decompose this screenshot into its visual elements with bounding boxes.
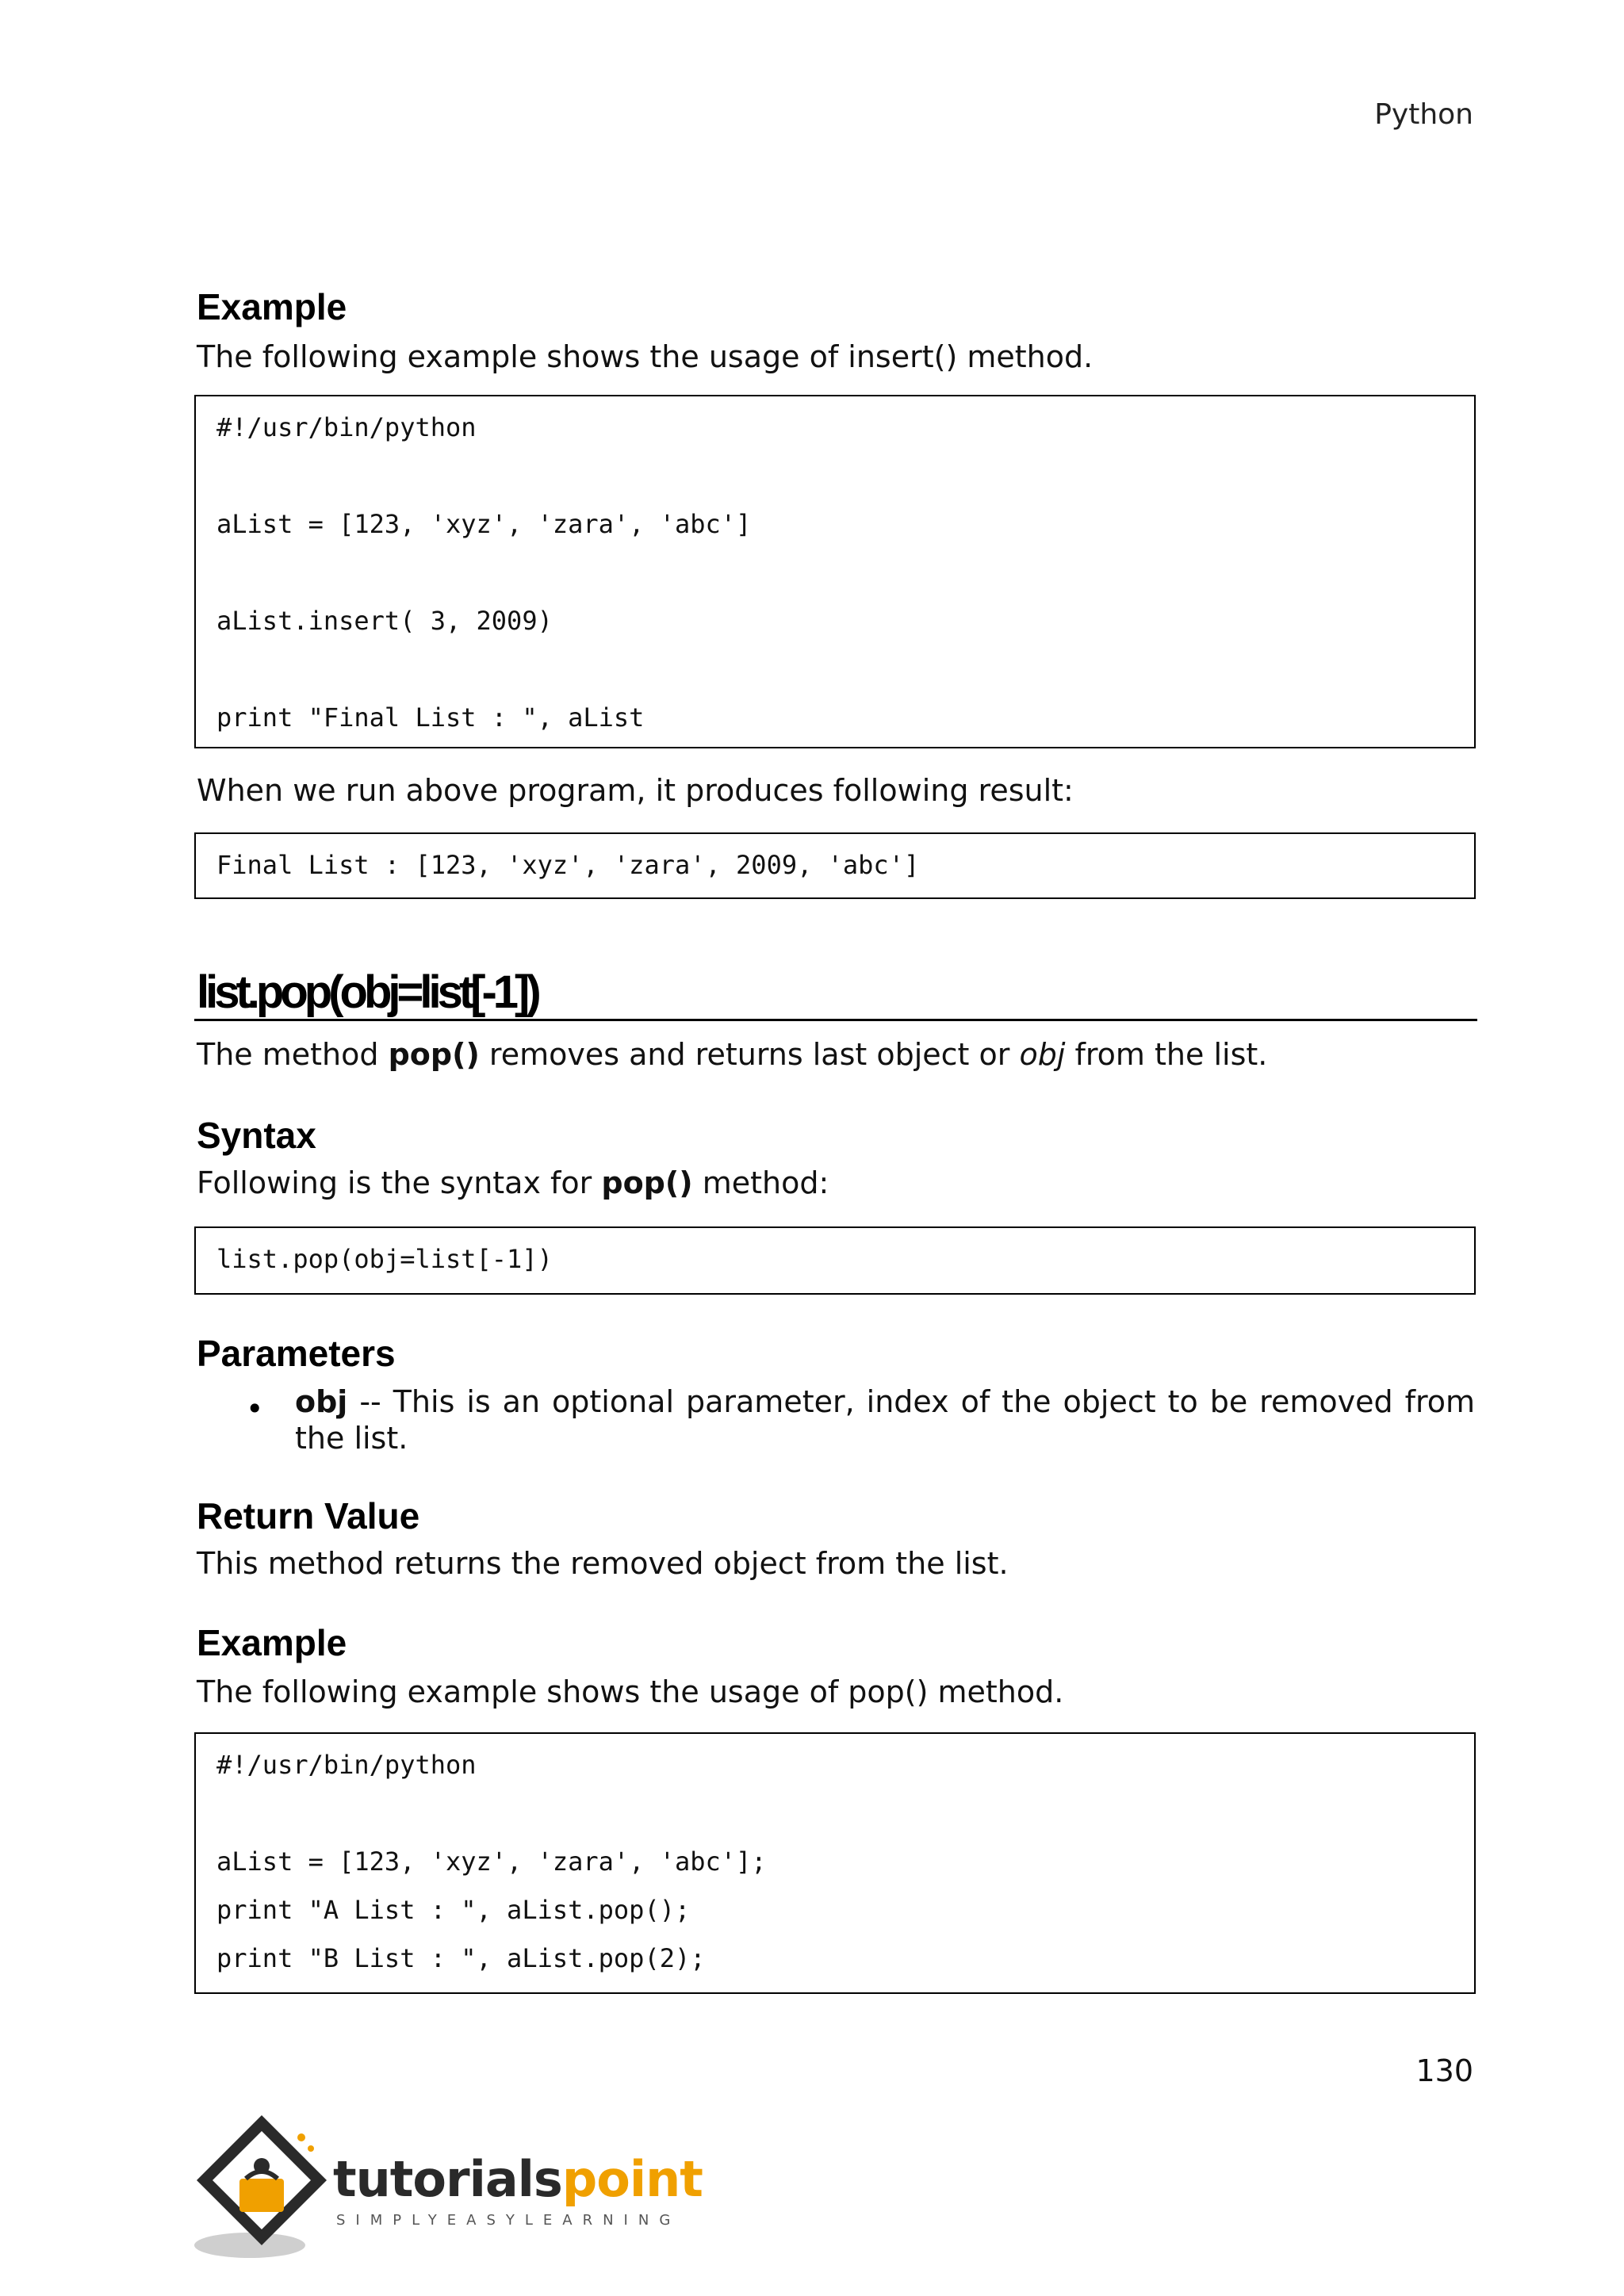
section-heading-parameters: Parameters: [197, 1333, 396, 1374]
code-block-syntax: [194, 1226, 1476, 1295]
code-line: #!/usr/bin/python: [216, 412, 477, 442]
example-intro: The following example shows the usage of insert() method.: [197, 339, 1094, 374]
code-block-insert: [194, 395, 1476, 748]
page-header-title: Python: [1374, 98, 1473, 131]
section-heading-return-value: Return Value: [197, 1495, 420, 1536]
page-number: 130: [1415, 2053, 1473, 2088]
return-value-text: This method returns the removed object from the list.: [197, 1546, 1009, 1581]
code-block-result: [194, 832, 1476, 899]
syntax-intro: Following is the syntax for pop() method:: [197, 1165, 829, 1200]
parameter-item: obj -- This is an optional parameter, index of the object to be removed from the list.: [295, 1384, 1475, 1456]
code-block-pop: [194, 1732, 1476, 1994]
code-line: print "A List : ", aList.pop();: [216, 1895, 691, 1925]
method-description: The method pop() removes and returns last object or obj from the list.: [197, 1037, 1268, 1072]
result-intro: When we run above program, it produces following result:: [197, 773, 1074, 808]
section-heading-syntax: Syntax: [197, 1115, 316, 1156]
example-intro-2: The following example shows the usage of pop() method.: [197, 1674, 1064, 1709]
code-line: Final List : [123, 'xyz', 'zara', 2009, 'abc']: [216, 850, 920, 880]
logo-diamond-icon: [190, 2109, 349, 2267]
code-line: print "Final List : ", aList: [216, 702, 645, 733]
code-line: aList = [123, 'xyz', 'zara', 'abc'];: [216, 1846, 767, 1877]
bullet-dot: •: [246, 1391, 264, 1426]
code-line: aList.insert( 3, 2009): [216, 606, 553, 636]
title-divider: [194, 1019, 1477, 1021]
method-title: list.pop(obj=list[-1]): [197, 966, 538, 1018]
code-line: list.pop(obj=list[-1]): [216, 1244, 553, 1274]
section-heading-example: Example: [197, 286, 347, 327]
code-line: #!/usr/bin/python: [216, 1750, 477, 1780]
tutorialspoint-logo: [190, 2109, 703, 2267]
code-line: aList = [123, 'xyz', 'zara', 'abc']: [216, 509, 752, 539]
logo-tagline: SIMPLYEASYLEARNING: [336, 2212, 681, 2229]
logo-wordmark: tutorialspoint: [333, 2150, 703, 2208]
code-line: print "B List : ", aList.pop(2);: [216, 1943, 706, 1973]
section-heading-example-2: Example: [197, 1622, 347, 1663]
